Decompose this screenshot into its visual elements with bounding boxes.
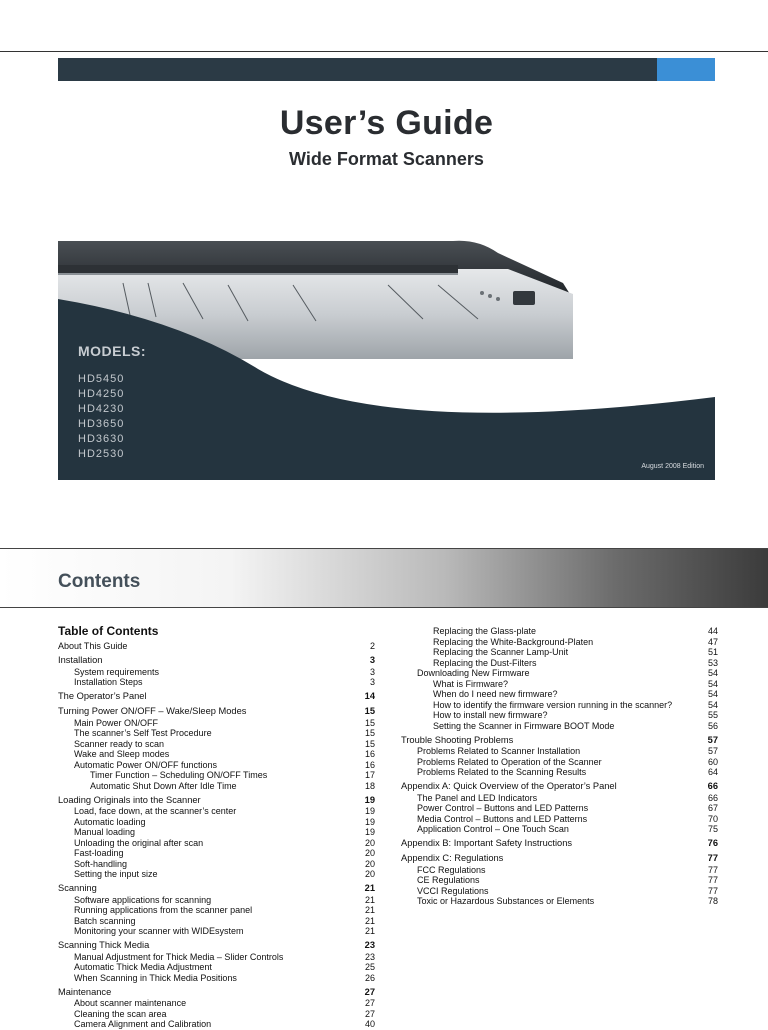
toc-entry[interactable] [58, 916, 375, 927]
toc-entry-page: 54 [707, 678, 718, 689]
toc-entry-page: 23 [364, 940, 375, 950]
toc-left-rows [58, 641, 375, 1030]
toc-entry-label: VCCI Regulations [417, 885, 489, 896]
toc-entry-label: Setting the Scanner in Firmware BOOT Mode [433, 720, 615, 731]
toc-entry[interactable] [401, 886, 718, 897]
toc-entry[interactable] [58, 739, 375, 750]
toc-entry-page: 66 [707, 781, 718, 791]
toc-entry[interactable] [401, 637, 718, 648]
toc-entry[interactable] [58, 728, 375, 739]
toc-entry[interactable] [58, 827, 375, 838]
toc-entry-page: 47 [707, 636, 718, 647]
toc-entry-label: Manual Adjustment for Thick Media – Slider Controls [74, 951, 284, 962]
toc-entry-label: Fast-loading [74, 848, 124, 858]
contents-heading: Contents [58, 571, 141, 592]
toc-entry[interactable] [401, 793, 718, 804]
toc-entry-label: System requirements [74, 666, 160, 677]
toc-entry-label: Setting the input size [74, 869, 158, 879]
toc-entry-page: 15 [364, 706, 375, 716]
toc-entry-page: 16 [364, 759, 375, 770]
toc-entry-label: Power Control – Buttons and LED Patterns [417, 803, 589, 813]
toc-entry-label: Appendix B: Important Safety Instructions [401, 838, 573, 848]
toc-entry-label: Manual loading [74, 827, 136, 837]
toc-entry-label: About This Guide [58, 641, 128, 651]
toc-entry-page: 15 [364, 717, 375, 728]
toc-entry-label: Software applications for scanning [74, 894, 212, 905]
cover-title: User’s Guide [279, 104, 494, 142]
toc-entry[interactable] [401, 875, 718, 886]
toc-entry-label: Loading Originals into the Scanner [58, 794, 201, 805]
toc-entry-page: 55 [707, 710, 718, 720]
toc-entry-label: Appendix A: Quick Overview of the Operator’s Panel [401, 781, 617, 791]
toc-entry-label: Cleaning the scan area [74, 1008, 167, 1019]
toc-entry[interactable] [58, 848, 375, 859]
toc-entry-label: Turning Power ON/OFF – Wake/Sleep Modes [58, 706, 247, 716]
toc-entry-label: What is Firmware? [433, 678, 509, 689]
toc-entry[interactable] [401, 896, 718, 907]
model-item: HD2530 [78, 448, 125, 460]
toc-entry-label: Load, face down, at the scanner’s center [74, 806, 237, 816]
toc-entry[interactable] [401, 853, 718, 865]
toc-entry-label: Toxic or Hazardous Substances or Elements [417, 896, 595, 906]
toc-entry-page: 16 [364, 749, 375, 759]
toc-entry[interactable] [401, 781, 718, 793]
toc-entry[interactable] [58, 859, 375, 870]
toc-entry-label: Problems Related to Operation of the Scanner [417, 756, 602, 767]
toc-entry[interactable] [58, 895, 375, 906]
toc-entry[interactable] [58, 838, 375, 849]
toc-entry[interactable] [58, 817, 375, 828]
model-item: HD4250 [78, 388, 125, 400]
toc-entry-page: 15 [364, 738, 375, 749]
toc-entry[interactable] [401, 658, 718, 669]
toc-entry[interactable] [58, 1019, 375, 1030]
toc-entry-label: Camera Alignment and Calibration [74, 1019, 212, 1029]
model-item: HD3650 [78, 418, 125, 430]
toc-entry-label: How to install new firmware? [433, 710, 548, 720]
toc-entry[interactable] [58, 998, 375, 1009]
toc-entry-label: Replacing the Scanner Lamp-Unit [433, 647, 569, 657]
toc-entry[interactable] [401, 689, 718, 700]
toc-entry[interactable] [401, 757, 718, 768]
toc-entry-label: Automatic Shut Down After Idle Time [90, 780, 237, 791]
toc-entry[interactable] [401, 746, 718, 757]
toc-entry-label: Automatic Power ON/OFF functions [74, 759, 218, 770]
toc-entry[interactable] [58, 749, 375, 760]
toc-entry-page: 15 [364, 728, 375, 738]
toc-entry[interactable] [401, 710, 718, 721]
toc-entry-page: 21 [364, 905, 375, 915]
toc-entry-page: 70 [707, 813, 718, 824]
toc-entry-label: Unloading the original after scan [74, 837, 204, 848]
toc-right-rows [401, 626, 718, 907]
toc-entry-label: Media Control – Buttons and LED Patterns [417, 813, 588, 824]
toc-entry-label: When do I need new firmware? [433, 689, 558, 699]
toc-entry[interactable] [58, 940, 375, 952]
toc-entry-page: 19 [364, 827, 375, 837]
toc-entry-page: 53 [707, 657, 718, 668]
toc-entry-page: 21 [364, 926, 375, 936]
toc-entry[interactable] [58, 926, 375, 937]
toc-entry-page: 27 [364, 986, 375, 997]
toc-entry-label: Replacing the Dust-Filters [433, 657, 537, 668]
toc-entry-page: 21 [364, 883, 375, 893]
toc-entry-page: 19 [364, 794, 375, 805]
toc-entry-page: 57 [707, 746, 718, 756]
toc-entry-page: 67 [707, 803, 718, 813]
model-item: HD3630 [78, 433, 125, 445]
toc-entry-label: Scanning [58, 883, 97, 893]
toc-entry-label: Installation [58, 655, 103, 665]
toc-entry[interactable] [401, 700, 718, 711]
toc-entry-page: 20 [364, 848, 375, 858]
toc-entry-label: The scanner’s Self Test Procedure [74, 728, 212, 738]
toc-entry[interactable] [401, 668, 718, 679]
toc-entry-label: FCC Regulations [417, 864, 486, 875]
toc-entry-page: 54 [707, 668, 718, 678]
toc-entry-label: Installation Steps [74, 677, 143, 687]
toc-entry[interactable] [401, 721, 718, 732]
toc-entry-page: 54 [707, 699, 718, 710]
toc-entry-label: Monitoring your scanner with WIDEsystem [74, 926, 244, 936]
toc-entry[interactable] [58, 718, 375, 729]
toc-entry[interactable] [58, 655, 375, 667]
edition-label: August 2008 Edition [641, 463, 704, 470]
toc-entry-page: 40 [364, 1019, 375, 1029]
toc-left-column [58, 626, 375, 1030]
toc-entry-page: 17 [364, 770, 375, 780]
toc-entry[interactable] [58, 706, 375, 718]
toc-entry-page: 77 [707, 864, 718, 875]
toc-entry-page: 57 [707, 734, 718, 745]
toc-entry-page: 77 [707, 853, 718, 863]
page-top-rule [0, 51, 768, 52]
toc-right-column [401, 626, 718, 907]
toc-entry-label: Running applications from the scanner panel [74, 905, 253, 915]
toc-entry-label: Replacing the Glass-plate [433, 626, 537, 636]
toc-entry[interactable] [401, 679, 718, 690]
toc-entry-page: 19 [364, 816, 375, 827]
toc-entry[interactable] [58, 770, 375, 781]
toc-entry-page: 75 [707, 824, 718, 834]
toc-entry-page: 3 [369, 666, 375, 677]
toc-entry-page: 21 [364, 894, 375, 905]
toc-entry-page: 44 [707, 626, 718, 636]
toc-entry-label: When Scanning in Thick Media Positions [74, 972, 237, 983]
toc-entry[interactable] [58, 795, 375, 807]
toc-entry[interactable] [401, 824, 718, 835]
toc-entry-label: Soft-handling [74, 858, 128, 869]
toc-entry[interactable] [58, 952, 375, 963]
toc-entry-page: 25 [364, 962, 375, 972]
cover-subtitle: Wide Format Scanners [289, 149, 484, 169]
toc-entry-label: How to identify the firmware version running in the scanner? [433, 699, 673, 710]
toc-entry[interactable] [58, 987, 375, 999]
toc-entry-label: Automatic loading [74, 816, 146, 827]
toc-entry-page: 66 [707, 792, 718, 803]
toc-entry[interactable] [401, 735, 718, 747]
toc-entry-page: 54 [707, 689, 718, 699]
toc-entry[interactable] [58, 905, 375, 916]
toc-entry-label: Automatic Thick Media Adjustment [74, 962, 212, 972]
scanner-image [58, 239, 715, 480]
toc-entry-page: 51 [707, 647, 718, 657]
models-label: MODELS: [78, 343, 147, 359]
toc-entry-page: 56 [707, 720, 718, 731]
toc-entry-label: Trouble Shooting Problems [401, 734, 514, 745]
toc-entry[interactable] [58, 869, 375, 880]
toc-entry[interactable] [58, 806, 375, 817]
toc-entry[interactable] [58, 760, 375, 771]
toc-entry-page: 76 [707, 838, 718, 848]
toc-entry-page: 14 [364, 691, 375, 701]
toc-entry-label: CE Regulations [417, 875, 480, 885]
toc-entry-page: 2 [369, 641, 375, 651]
toc-entry-label: Problems Related to Scanner Installation [417, 746, 581, 756]
toc-entry-page: 26 [364, 972, 375, 983]
toc-entry-label: The Operator’s Panel [58, 691, 147, 701]
toc-entry-page: 64 [707, 767, 718, 777]
toc-entry[interactable] [58, 973, 375, 984]
model-item: HD5450 [78, 373, 125, 385]
toc-entry-label: Application Control – One Touch Scan [417, 824, 569, 834]
toc-entry-label: Maintenance [58, 986, 112, 997]
toc-entry[interactable] [401, 626, 718, 637]
toc-entry-label: Scanner ready to scan [74, 738, 165, 749]
model-item: HD4230 [78, 403, 125, 415]
toc-entry[interactable] [58, 1009, 375, 1020]
toc-title: Table of Contents [58, 624, 159, 638]
toc-entry-label: Scanning Thick Media [58, 940, 150, 950]
toc-entry-label: Replacing the White-Background-Platen [433, 636, 594, 647]
toc-entry-label: Main Power ON/OFF [74, 717, 159, 728]
toc-entry[interactable] [58, 781, 375, 792]
toc-entry[interactable] [58, 677, 375, 688]
toc-entry[interactable] [401, 865, 718, 876]
toc-entry-page: 3 [369, 677, 375, 687]
toc-entry-label: Appendix C: Regulations [401, 853, 504, 863]
toc-entry-page: 27 [364, 998, 375, 1008]
toc-entry-label: About scanner maintenance [74, 998, 187, 1008]
toc-entry[interactable] [58, 667, 375, 678]
toc-entry-page: 27 [364, 1008, 375, 1019]
toc-entry-page: 3 [369, 655, 375, 665]
toc-entry-page: 60 [707, 756, 718, 767]
toc-entry-label: Downloading New Firmware [417, 668, 530, 678]
toc-entry-page: 77 [707, 885, 718, 896]
toc-entry-label: Timer Function – Scheduling ON/OFF Times [90, 770, 268, 780]
toc-entry-page: 23 [364, 951, 375, 962]
toc-entry[interactable] [58, 883, 375, 895]
models-list [78, 372, 124, 462]
toc-entry[interactable] [401, 838, 718, 850]
cover-header-accent [657, 58, 715, 81]
cover-header-bar [58, 58, 715, 81]
toc-entry-page: 77 [707, 875, 718, 885]
toc-entry-page: 20 [364, 869, 375, 879]
scanner-illustration [58, 239, 715, 480]
toc-entry[interactable] [401, 767, 718, 778]
toc-entry-page: 78 [707, 896, 718, 906]
toc-entry[interactable] [401, 803, 718, 814]
toc-entry[interactable] [58, 962, 375, 973]
toc-entry[interactable] [58, 691, 375, 703]
toc-entry-page: 21 [364, 915, 375, 926]
toc-entry-page: 20 [364, 837, 375, 848]
toc-entry-label: Batch scanning [74, 915, 136, 926]
toc-entry-page: 20 [364, 858, 375, 869]
toc-entry-page: 19 [364, 806, 375, 816]
toc-entry-label: Wake and Sleep modes [74, 749, 170, 759]
toc-entry[interactable] [401, 647, 718, 658]
toc-entry-label: Problems Related to the Scanning Results [417, 767, 587, 777]
toc-entry[interactable] [58, 641, 375, 652]
toc-entry-label: The Panel and LED Indicators [417, 792, 538, 803]
toc-entry-page: 18 [364, 780, 375, 791]
toc-entry[interactable] [401, 814, 718, 825]
